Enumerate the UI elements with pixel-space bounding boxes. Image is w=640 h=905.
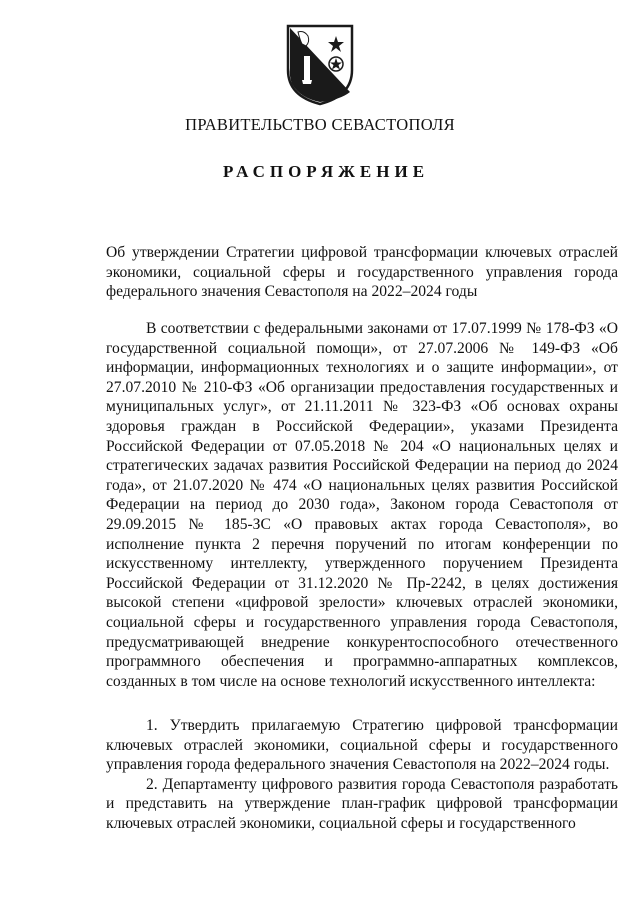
resolution-item-2: 2. Департаменту цифрового развития города Севастополя разработать и представить на утверждение план-график цифровой трансформации ключевых отраслей экономики, социальной сферы и государственного [106,775,618,832]
document-subject: Об утверждении Стратегии цифровой трансформации ключевых отраслей экономики, социальной сферы и государственного управления города федерального значения Севастополя на 2022–2024 годы [106,244,618,301]
resolution-items [106,716,618,834]
organization-name: ПРАВИТЕЛЬСТВО СЕВАСТОПОЛЯ [185,115,455,134]
preamble-section [106,319,618,691]
preamble-paragraph: В соответствии с федеральными законами от 17.07.1999 № 178-ФЗ «О государственной социальной помощи», от 27.07.2006 № 149-ФЗ «Об информации, информационных технологиях и о защите информации», от 27.07.2010 № 210-ФЗ «Об организации предоставления государственных и муниципальных услуг», от 21.11.2011 № 323-ФЗ «Об основах охраны здоровья граждан в Российской Федерации», указами Президента Российской Федерации от 07.05.2018 № 204 «О национальных целях и стратегических задачах развития Российской Федерации на период до 2024 года», от 21.07.2020 № 474 «О национальных целях развития Российской Федерации на период до 2030 года», Законом города Севастополя от 29.09.2015 № 185-ЗС «О правовых актах города Севастополя», во исполнение пункта 2 перечня поручений по итогам конференции по искусственному интеллекту, утвержденного поручением Президента Российской Федерации от 31.12.2020 № Пр-2242, в целях достижения высокой степени «цифровой зрелости» ключевых отраслей экономики, социальной сферы и государственного управления города Севастополя, предусматривающей внедрение конкурентоспособного отечественного программного обеспечения и программно-аппаратных комплексов, созданных в том числе на основе технологий искусственного интеллекта: [106,320,618,690]
document-type-title: РАСПОРЯЖЕНИЕ [222,162,430,181]
resolution-item-1: 1. Утвердить прилагаемую Стратегию цифровой трансформации ключевых отраслей экономики, социальной сферы и государственного управления города федерального значения Севастополя на 2022–2024 годы. [106,717,618,774]
coat-of-arms-icon [284,22,356,106]
